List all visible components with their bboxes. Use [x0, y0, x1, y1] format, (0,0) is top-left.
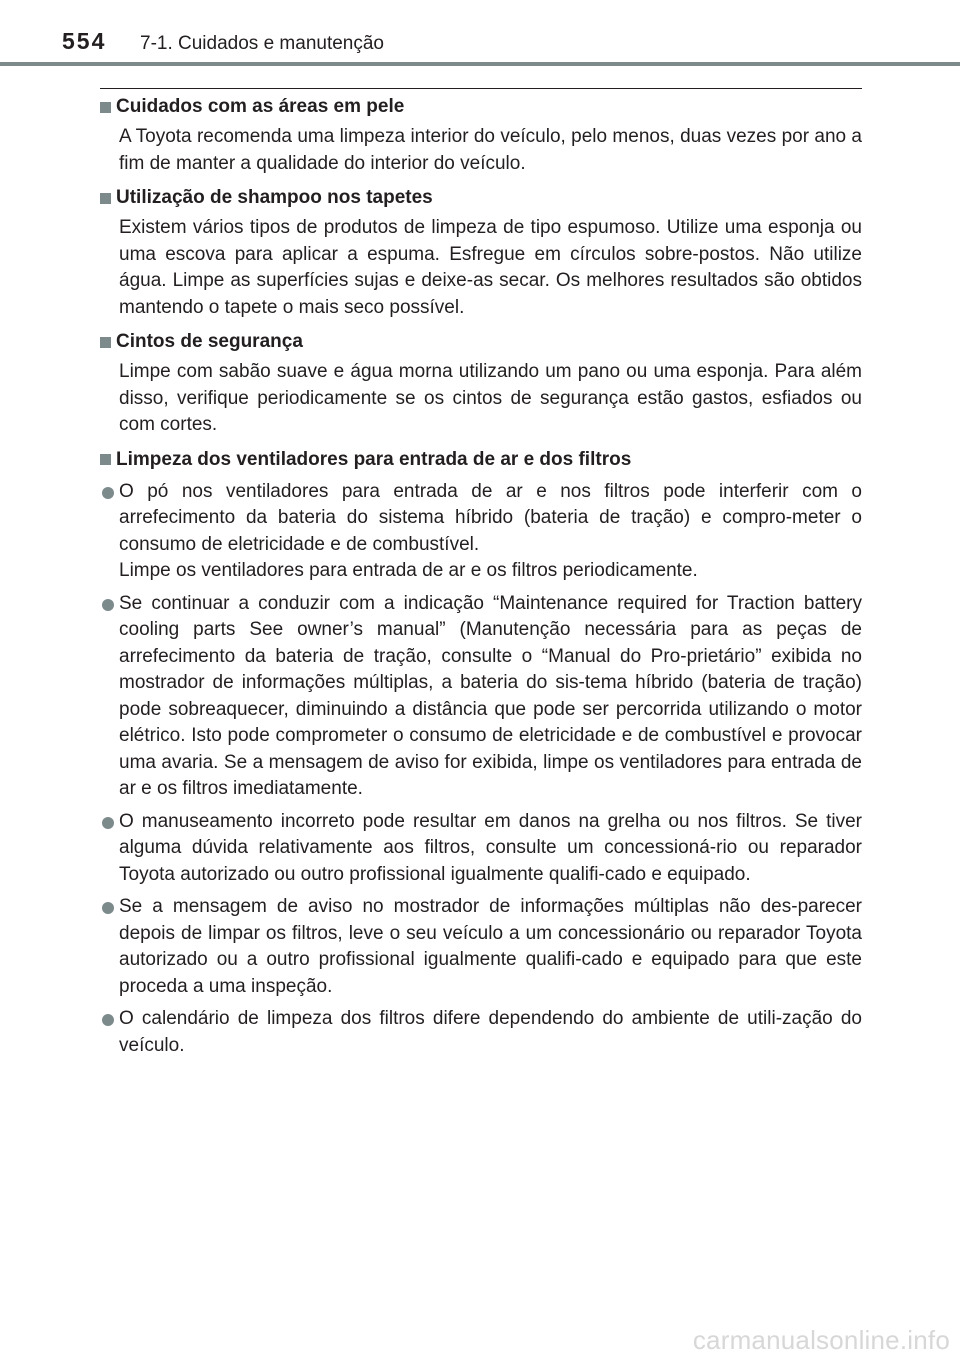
list-item	[100, 479, 862, 585]
list-item	[100, 591, 862, 803]
round-bullet-icon	[102, 902, 114, 914]
section-seat-belts	[100, 329, 862, 439]
section-paragraph: Existem vários tipos de produtos de limpeza de tipo espumoso. Utilize uma esponja ou uma escova para aplicar a espuma. Esfregue em círculos sobre-postos. Não utilize água. Limpe as superfícies sujas e deixe-as secar. Os melhores resultados são obtidos mantendo o tapete o mais seco possível.	[119, 217, 862, 318]
section-heading	[100, 94, 862, 120]
list-item	[100, 809, 862, 889]
list-item	[100, 894, 862, 1000]
round-bullet-icon	[102, 817, 114, 829]
list-item-text: Se continuar a conduzir com a indicação “Maintenance required for Traction battery cooling parts See owner’s manual” (Manutenção necessária para as peças de arrefecimento da bateria de tração, consulte o “Manual do Pro-prietário” exibida no mostrador de informações múltiplas, a bateria do sis-tema híbrido (bateria de tração) pode sobreaquecer, diminuindo a distância que pode ser percorrida utilizando o motor elétrico. Isto pode comprometer o consumo de eletricidade e de combustível e provocar uma avaria. Se a mensagem de aviso for exibida, limpe os ventiladores para entrada de ar e os filtros imediatamente.	[119, 592, 862, 799]
square-bullet-icon	[100, 102, 111, 113]
round-bullet-icon	[102, 487, 114, 499]
section-heading	[100, 447, 862, 473]
section-heading-text: Cuidados com as áreas em pele	[116, 96, 405, 117]
header-divider	[0, 62, 960, 66]
section-heading	[100, 329, 862, 355]
square-bullet-icon	[100, 193, 111, 204]
round-bullet-icon	[102, 1014, 114, 1026]
section-carpet-shampoo	[100, 185, 862, 321]
list-item	[100, 1006, 862, 1059]
section-heading-text: Cintos de segurança	[116, 331, 303, 352]
list-item-text: Se a mensagem de aviso no mostrador de informações múltiplas não des-parecer depois de limpar os filtros, leve o seu veículo a um concessionário ou reparador Toyota autorizado ou a outro profissional igualmente qualifi-cado e equipado para que este proceda a uma inspeção.	[119, 896, 862, 997]
square-bullet-icon	[100, 337, 111, 348]
watermark: carmanualsonline.info	[692, 1325, 950, 1355]
page-number: 554	[62, 28, 107, 54]
section-heading-text: Limpeza dos ventiladores para entrada de ar e dos filtros	[116, 448, 632, 470]
list-item-text: O calendário de limpeza dos filtros difere dependendo do ambiente de utili-zação do veículo.	[119, 1008, 862, 1056]
square-bullet-icon	[100, 454, 111, 465]
section-leather-care	[100, 94, 862, 177]
section-heading-text: Utilização de shampoo nos tapetes	[116, 187, 433, 208]
list-item-text: O manuseamento incorreto pode resultar em danos na grelha ou nos filtros. Se tiver alguma dúvida relativamente aos filtros, consulte um concessioná-rio ou reparador Toyota autorizado ou outro profissional igualmente qualifi-cado e equipado.	[119, 810, 862, 885]
section-divider	[100, 88, 862, 89]
list-item-text: O pó nos ventiladores para entrada de ar e nos filtros pode interferir com o arrefecimento da bateria do sistema híbrido (bateria de tração) e compro-meter o consumo de eletricidade e de combustível.	[119, 480, 862, 555]
section-paragraph: Limpe com sabão suave e água morna utilizando um pano ou uma esponja. Para além disso, verifique periodicamente se os cintos de segurança estão gastos, esfiados ou com cortes.	[119, 361, 862, 435]
section-air-intake-cleaning	[100, 447, 862, 1060]
section-heading	[100, 185, 862, 211]
section-paragraph: A Toyota recomenda uma limpeza interior do veículo, pelo menos, duas vezes por ano a fim de manter a qualidade do interior do veículo.	[119, 126, 862, 174]
chapter-title: 7-1. Cuidados e manutenção	[140, 33, 384, 54]
round-bullet-icon	[102, 599, 114, 611]
page-content	[100, 94, 862, 1067]
list-item-text-continued: Limpe os ventiladores para entrada de ar e os filtros periodicamente.	[119, 560, 698, 581]
